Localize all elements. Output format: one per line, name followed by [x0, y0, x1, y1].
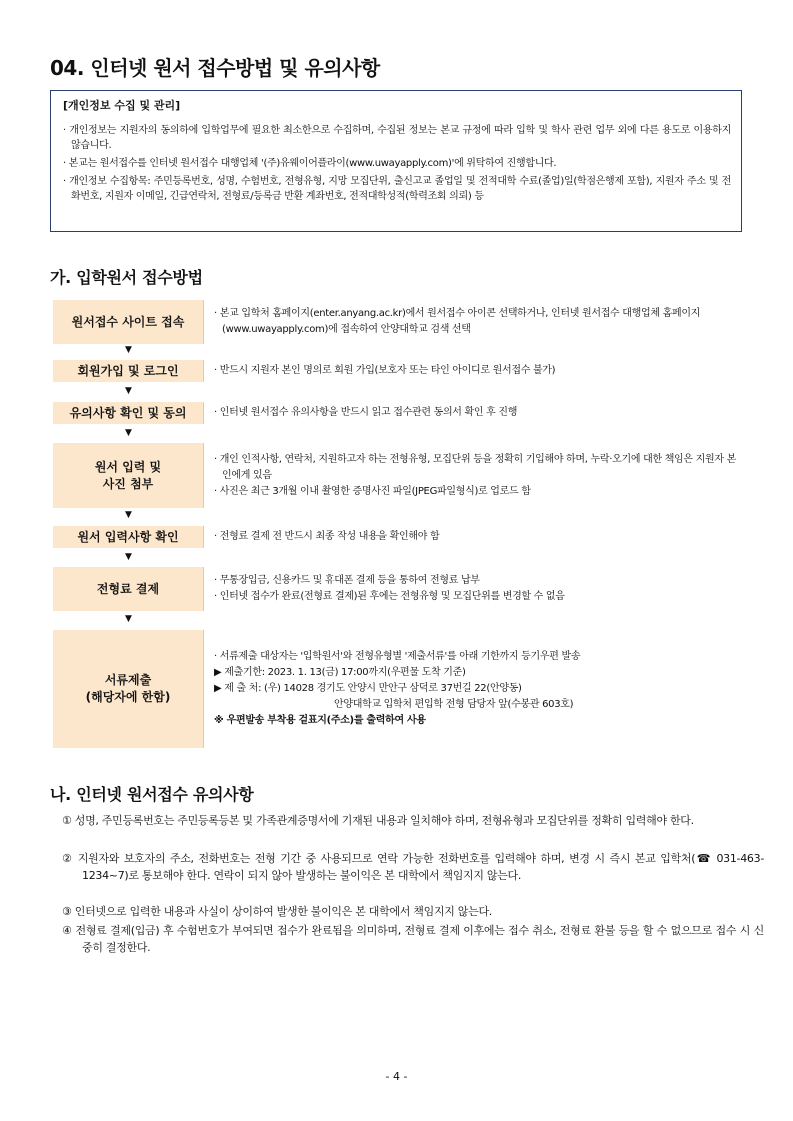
- step-label: [53, 672, 203, 706]
- flow-arrow-icon: ▼: [125, 345, 132, 355]
- flow-arrow-icon: ▼: [125, 510, 132, 520]
- step-label-line: (해당자에 한함): [85, 690, 171, 704]
- privacy-item: · 개인정보는 지원자의 동의하에 입학업무에 필요한 최소한으로 수집하며, 수집된 정보는 본교 규정에 따라 입학 및 학사 관련 업무 외에 다른 용도로 이용하지 않습니다.: [63, 125, 731, 151]
- address-line-2: 안양대학교 입학처 편입학 전형 담당자 앞(수봉관 603호): [334, 699, 574, 710]
- address-line: ▶ 제 출 처: (우) 14028 경기도 안양시 만안구 삼덕로 37번길 22(안양동): [214, 683, 522, 694]
- note-item: ④ 전형료 결제(입금) 후 수험번호가 부여되면 접수가 완료됨을 의미하며, 전형료 결제 이후에는 접수 취소, 전형료 환불 등을 할 수 없으므로 접수 시 신중히 결정한다.: [62, 924, 764, 954]
- privacy-item: · 개인정보 수집항목: 주민등록번호, 성명, 수험번호, 전형유형, 지망 모집단위, 출신고교 졸업일 및 전적대학 수료(졸업)일(학점은행제 포함), 지원자 주소 및 전화번호, 지원자 이메일, 긴급연락처, 전형료/등록금 반환 계좌번호, 전적대학성적(학력조회 의뢰) 등: [63, 176, 731, 202]
- step-fee-payment: [53, 567, 743, 611]
- step-label: 원서 입력사항 확인: [77, 529, 179, 544]
- step-description: [203, 360, 743, 382]
- step-label-line: 서류제출: [104, 673, 152, 687]
- note-item: ① 성명, 주민등록번호는 주민등록등본 및 가족관계증명서에 기재된 내용과 일치해야 하며, 전형유형과 모집단위를 정확히 입력해야 한다.: [62, 814, 694, 827]
- step-line: · 개인 인적사항, 연락처, 지원하고자 하는 전형유형, 모집단위 등을 정확히 기입해야 하며, 누락·오기에 대한 책임은 지원자 본인에게 있음: [214, 453, 736, 481]
- cover-sheet-note: ※ 우편발송 부착용 겉표지(주소)를 출력하여 사용: [214, 715, 426, 726]
- step-line: · 본교 입학처 홈페이지(enter.anyang.ac.kr)에서 원서접수 아이콘 선택하거나, 인터넷 원서접수 대행업체 홈페이지(www.uwayapply.com)에 접속하여 안양대학교 검색 선택: [214, 308, 701, 335]
- step-description: [203, 526, 743, 548]
- step-label: 원서접수 사이트 접속: [71, 314, 185, 329]
- step-label: 전형료 결제: [96, 581, 160, 596]
- step-line: · 인터넷 원서접수 유의사항을 반드시 읽고 접수관련 동의서 확인 후 진행: [214, 407, 518, 418]
- privacy-title: [개인정보 수집 및 관리]: [63, 99, 181, 112]
- step-description: [203, 443, 743, 508]
- step-line: · 반드시 지원자 본인 명의로 회원 가입(보호자 또는 타인 아이디로 원서접수 불가): [214, 365, 556, 376]
- step-line: · 인터넷 접수가 완료(전형료 결제)된 후에는 전형유형 및 모집단위를 변경할 수 없음: [214, 591, 565, 602]
- step-line: · 무통장입금, 신용카드 및 휴대폰 결제 등을 통하여 전형료 납부: [214, 575, 480, 586]
- flow-arrow-icon: ▼: [125, 386, 132, 396]
- step-label: [53, 459, 203, 493]
- page-title: 04. 인터넷 원서 접수방법 및 유의사항: [50, 56, 380, 80]
- step-description: [203, 567, 743, 611]
- step-description: [203, 300, 743, 344]
- section-title-notes: 나. 인터넷 원서접수 유의사항: [50, 785, 254, 804]
- step-line: · 사진은 최근 3개월 이내 촬영한 증명사진 파일(JPEG파일형식)로 업로드 함: [214, 485, 531, 497]
- note-item: ② 지원자와 보호자의 주소, 전화번호는 전형 기간 중 사용되므로 연락 가능한 전화번호를 입력해야 하며, 변경 시 즉시 본교 입학처(☎ 031-463-1234~7)로 통보해야 한다. 연락이 되지 않아 발생하는 불이익은 본 대학에서 책임지지 않는다.: [62, 852, 764, 882]
- step-line: · 전형료 결제 전 반드시 최종 작성 내용을 확인해야 함: [214, 531, 440, 542]
- step-description: [203, 630, 743, 748]
- section-title-application-method: 가. 입학원서 접수방법: [50, 268, 203, 287]
- flow-arrow-icon: ▼: [125, 614, 132, 624]
- deadline-line: ▶ 제출기한: 2023. 1. 13(금) 17:00까지(우편물 도착 기준): [214, 667, 466, 678]
- page-number: - 4 -: [385, 1070, 408, 1083]
- step-document-submission: [53, 630, 743, 748]
- step-application-photo: [53, 443, 743, 508]
- step-label-line: 원서 입력 및: [94, 459, 162, 474]
- step-description: [203, 402, 743, 424]
- privacy-item: · 본교는 원서접수를 인터넷 원서접수 대행업체 '(주)유웨이어플라이(www.uwayapply.com)'에 위탁하여 진행합니다.: [63, 158, 557, 169]
- privacy-notice-box: [50, 90, 742, 232]
- step-label: 유의사항 확인 및 동의: [69, 405, 187, 420]
- flow-arrow-icon: ▼: [125, 428, 132, 438]
- flow-arrow-icon: ▼: [125, 552, 132, 562]
- note-item: ③ 인터넷으로 입력한 내용과 사실이 상이하여 발생한 불이익은 본 대학에서 책임지지 않는다.: [62, 905, 492, 918]
- step-signup-login: [53, 360, 743, 382]
- step-line: · 서류제출 대상자는 '입학원서'와 전형유형별 '제출서류'를 아래 기한까지 등기우편 발송: [214, 651, 581, 662]
- step-site-access: [53, 300, 743, 344]
- step-label-line: 사진 첨부: [102, 476, 154, 491]
- step-review-entry: [53, 526, 743, 548]
- step-label: 회원가입 및 로그인: [77, 363, 179, 378]
- step-notice-agree: [53, 402, 743, 424]
